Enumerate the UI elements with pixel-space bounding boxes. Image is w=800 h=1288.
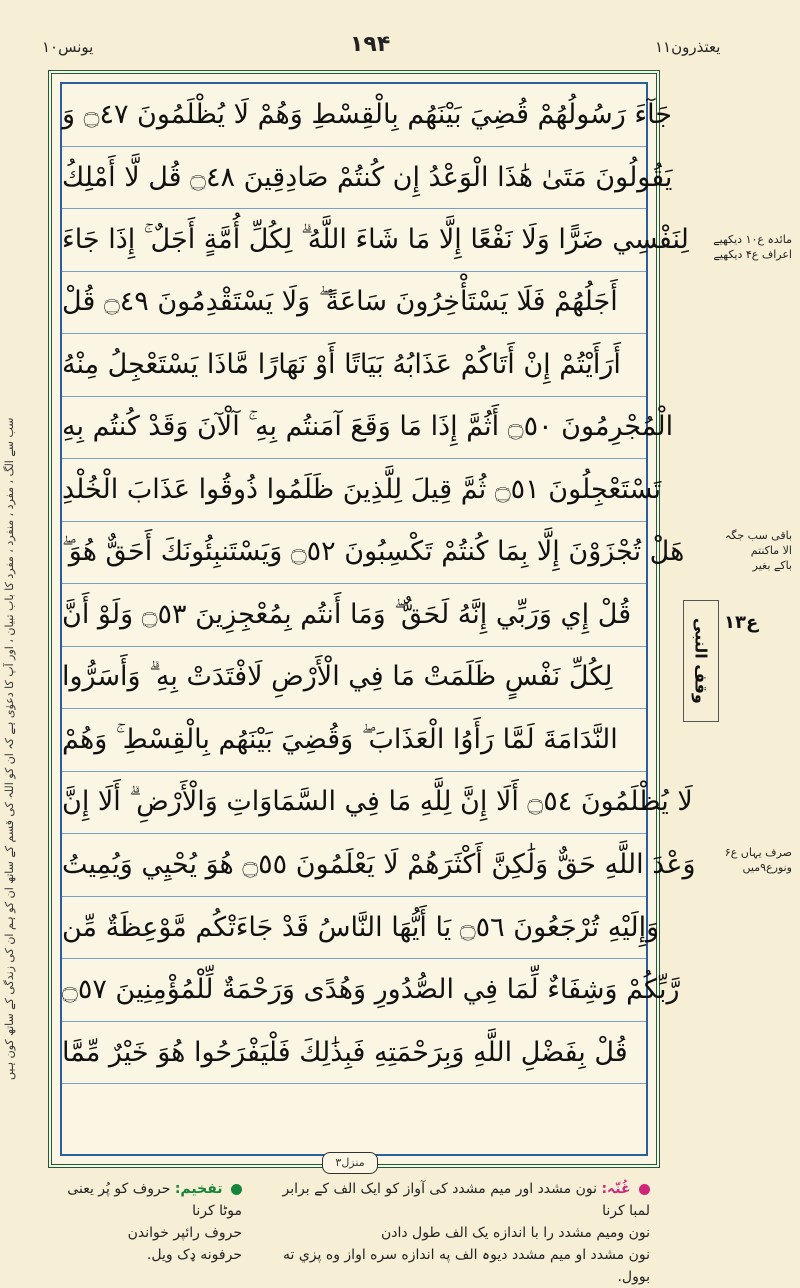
margin-translation: سب سے الگ ، مفرد ، منفرد ، مفرد کا باب تبیان ، اور آپ کا دعوٰی ہے کہ ان کو اللہ کی قسم کے ساتھ ان کو ہم ان کی زندگی کے ساتھ کون ہیں <box>3 417 16 1080</box>
quran-line: أَرَأَيْتُمْ إِنْ أَتَاكُمْ عَذَابُهُ بَيَاتًا أَوْ نَهَارًا مَّاذَا يَسْتَعْجِلُ مِنْهُ <box>62 334 646 397</box>
tafkheem-title: تفخیم: <box>174 1181 223 1197</box>
page-number: ۱۹۴ <box>350 32 391 57</box>
juz-name-header: یعتذرون۱۱ <box>655 38 721 56</box>
margin-note-1: مائدہ ع۱۰ دیکھیے اعراف ع۴ دیکھیے <box>713 233 792 261</box>
ruku-marker: ع۱۳ <box>724 612 759 633</box>
ghunna-line-3: نون مشدد او میم مشدد دیوہ الف په اندازه سره اواز وه پزي ته بوول. <box>282 1247 650 1285</box>
tafkheem-line-1: حروف کو پُر یعنی موٹا کرنا <box>67 1181 242 1219</box>
quran-line: وَعْدَ اللَّهِ حَقٌّ وَلَٰكِنَّ أَكْثَرَهُمْ لَا يَعْلَمُونَ ۝٥٥ هُوَ يُحْيِي وَيُمِيتُ <box>62 834 646 897</box>
green-dot-icon <box>231 1184 242 1195</box>
quran-line <box>62 1084 646 1147</box>
margin-note-3: صرف یہاں ع۶ ونورع۹میں <box>724 846 792 874</box>
quran-line: لِنَفْسِي ضَرًّا وَلَا نَفْعًا إِلَّا مَا شَاءَ اللَّهُ ۗ لِكُلِّ أُمَّةٍ أَجَلٌ ۚ إِذَا جَاءَ <box>62 209 646 272</box>
tafkheem-line-2: حروف رائپر خواندن <box>127 1225 242 1241</box>
pink-dot-icon <box>639 1184 650 1195</box>
quran-line: تَسْتَعْجِلُونَ ۝٥١ ثُمَّ قِيلَ لِلَّذِينَ ظَلَمُوا ذُوقُوا عَذَابَ الْخُلْدِ <box>62 459 646 522</box>
quran-line: وَإِلَيْهِ تُرْجَعُونَ ۝٥٦ يَا أَيُّهَا النَّاسُ قَدْ جَاءَتْكُم مَّوْعِظَةٌ مِّن <box>62 897 646 960</box>
quran-line: لَا يُظْلَمُونَ ۝٥٤ أَلَا إِنَّ لِلَّهِ مَا فِي السَّمَاوَاتِ وَالْأَرْضِ ۗ أَلَا إِنَّ <box>62 772 646 835</box>
tafkheem-line-3: حرفونه ډک ویل. <box>146 1247 242 1263</box>
quran-line: الْمُجْرِمُونَ ۝٥٠ أَثُمَّ إِذَا مَا وَقَعَ آمَنتُم بِهِ ۚ آلْآنَ وَقَدْ كُنتُم بِهِ <box>62 397 646 460</box>
ghunna-line-1: نون مشدد اور میم مشدد کی آواز کو ایک الف کے برابر لمبا کرنا <box>282 1181 650 1219</box>
quran-line: أَجَلُهُمْ فَلَا يَسْتَأْخِرُونَ سَاعَةً ۖ وَلَا يَسْتَقْدِمُونَ ۝٤٩ قُلْ <box>62 272 646 335</box>
surah-name-header: یونس۱۰ <box>42 38 94 56</box>
quran-line: لِكُلِّ نَفْسٍ ظَلَمَتْ مَا فِي الْأَرْضِ لَافْتَدَتْ بِهِ ۗ وَأَسَرُّوا <box>62 647 646 710</box>
footer-tafkheem <box>42 1178 242 1266</box>
waqf-nabi-marker: وقف النبی <box>683 600 719 722</box>
footer-ghunna <box>270 1178 650 1288</box>
quran-line: يَقُولُونَ مَتَىٰ هَٰذَا الْوَعْدُ إِن كُنتُمْ صَادِقِينَ ۝٤٨ قُل لَّا أَمْلِكُ <box>62 147 646 210</box>
quran-text-frame <box>48 70 696 1168</box>
quran-line: قُلْ إِي وَرَبِّي إِنَّهُ لَحَقٌّ ۖ وَمَا أَنتُم بِمُعْجِزِينَ ۝٥٣ وَلَوْ أَنَّ <box>62 584 646 647</box>
quran-line: قُلْ بِفَضْلِ اللَّهِ وَبِرَحْمَتِهِ فَبِذَٰلِكَ فَلْيَفْرَحُوا هُوَ خَيْرٌ مِّمَّا <box>62 1022 646 1085</box>
manzil-badge: منزل۳ <box>322 1152 378 1174</box>
quran-line: رَّبِّكُمْ وَشِفَاءٌ لِّمَا فِي الصُّدُورِ وَهُدًى وَرَحْمَةٌ لِّلْمُؤْمِنِينَ ۝٥٧ <box>62 959 646 1022</box>
quran-line: هَلْ تُجْزَوْنَ إِلَّا بِمَا كُنتُمْ تَكْسِبُونَ ۝٥٢ وَيَسْتَنبِئُونَكَ أَحَقٌّ هُوَ ۖ <box>62 522 646 585</box>
ghunna-title: غُنّہ: <box>601 1181 631 1197</box>
quran-line: جَآءَ رَسُولُهُمْ قُضِيَ بَيْنَهُم بِالْقِسْطِ وَهُمْ لَا يُظْلَمُونَ ۝٤٧ وَ <box>62 84 646 147</box>
quran-line: النَّدَامَةَ لَمَّا رَأَوُا الْعَذَابَ ۖ وَقُضِيَ بَيْنَهُم بِالْقِسْطِ ۚ وَهُمْ <box>62 709 646 772</box>
margin-note-2: باقی سب جگہ الا ماکنتم باکے بغیر <box>724 529 792 572</box>
quran-lines <box>62 84 696 1147</box>
ghunna-line-2: نون وميم مشدد را با اندازه يک الف طول دادن <box>380 1225 650 1241</box>
